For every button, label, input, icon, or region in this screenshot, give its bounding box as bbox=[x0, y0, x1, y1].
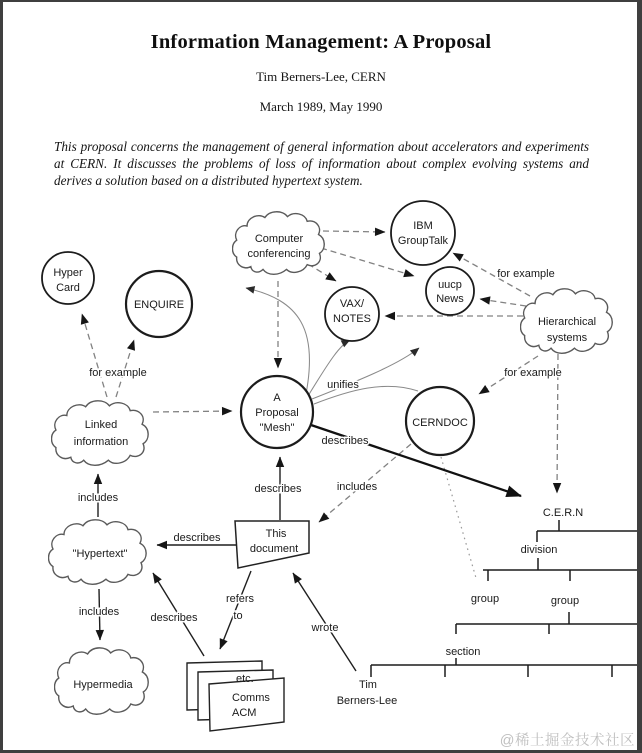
page-title: Information Management: A Proposal bbox=[150, 31, 492, 53]
papers-stack bbox=[187, 661, 284, 731]
circle-label-ibm: IBM bbox=[413, 220, 433, 232]
label-includes-hypermedia: includes bbox=[78, 606, 120, 618]
circle-label-proposal: Proposal bbox=[255, 407, 299, 419]
label-includes-linked: includes bbox=[77, 492, 119, 504]
author-line: Tim Berners-Lee, CERN bbox=[256, 69, 386, 84]
circle-label-notes: NOTES bbox=[333, 313, 371, 325]
edge-conferencing-to-ibm bbox=[323, 231, 385, 232]
tree-label-tim: Tim bbox=[359, 679, 377, 691]
circle-ibm-grouptalk bbox=[391, 201, 455, 265]
circle-label-uucp: uucp bbox=[438, 279, 462, 291]
circle-label-hyper: Hyper bbox=[53, 267, 83, 279]
tree-label-section: section bbox=[445, 646, 481, 658]
cloud-label-hierarchical: Hierarchical bbox=[537, 316, 597, 328]
circle-label-a: A bbox=[273, 392, 281, 404]
label-for-example-right: for example bbox=[504, 367, 562, 379]
papers-label-acm: ACM bbox=[232, 707, 257, 719]
label-describes-doc-mesh: describes bbox=[254, 483, 302, 495]
cloud-label-computer: Computer bbox=[254, 233, 304, 245]
circle-uucp-news bbox=[426, 267, 474, 315]
tree-label-group-left: group bbox=[470, 593, 500, 605]
edge-unifies-mesh-uucpnews bbox=[312, 348, 419, 399]
page-content bbox=[3, 2, 637, 750]
cloud-linked-information bbox=[51, 401, 148, 465]
cloud-label-conferencing: conferencing bbox=[247, 248, 311, 260]
circle-label-mesh: "Mesh" bbox=[259, 422, 295, 434]
watermark: @稀土掘金技术社区 bbox=[499, 733, 635, 749]
abstract-paragraph: This proposal concerns the management of general information about accelerators and experiments at CERN. It discusses the problems of loss of information about complex evolving systems and derives a solution based on a distributed hypertext system. bbox=[54, 139, 589, 188]
circle-label-vax: VAX/ bbox=[339, 298, 365, 310]
cloud-label-hypermedia: Hypermedia bbox=[73, 679, 133, 691]
paper-sheet bbox=[3, 2, 637, 750]
label-to: to bbox=[233, 610, 243, 622]
date-line: March 1989, May 1990 bbox=[259, 99, 383, 114]
cloud-label-systems: systems bbox=[546, 332, 588, 344]
cloud-label-linked: Linked bbox=[84, 419, 118, 431]
label-describes-mesh-cern: describes bbox=[321, 435, 369, 447]
cloud-label-information: information bbox=[73, 436, 129, 448]
circle-label-enquire: ENQUIRE bbox=[133, 299, 185, 311]
edge-linked-to-mesh bbox=[153, 411, 232, 412]
label-unifies: unifies bbox=[327, 379, 359, 391]
label-wrote: wrote bbox=[311, 622, 339, 634]
label-includes-cerndoc-doc: includes bbox=[336, 481, 378, 493]
tree-label-division: division bbox=[520, 544, 558, 556]
proposal-diagram bbox=[3, 2, 637, 750]
label-describes-acm-hypertext: describes bbox=[150, 612, 198, 624]
papers-label-etc: etc. bbox=[236, 673, 254, 685]
circle-label-grouptalk: GroupTalk bbox=[397, 235, 449, 247]
tree-label-berners-lee: Berners-Lee bbox=[336, 695, 398, 707]
document-label-document: document bbox=[249, 543, 299, 555]
edge-hierarchical-to-uucp bbox=[480, 299, 526, 306]
paper-sheet-front bbox=[209, 678, 284, 731]
document-label-this: This bbox=[265, 528, 287, 540]
label-for-example-left: for example bbox=[89, 367, 147, 379]
cloud-label-hypertext: "Hypertext" bbox=[72, 548, 128, 560]
org-tree bbox=[337, 507, 637, 707]
label-describes-doc-hypertext: describes bbox=[173, 532, 221, 544]
edge-linked-to-hypercard bbox=[82, 314, 107, 397]
circle-label-card: Card bbox=[56, 282, 80, 294]
tree-label-cern: C.E.R.N bbox=[542, 507, 584, 519]
circle-label-news: News bbox=[436, 293, 464, 305]
label-refers: refers bbox=[225, 593, 255, 605]
tree-label-group-right: group bbox=[550, 595, 580, 607]
circle-label-cerndoc: CERNDOC bbox=[412, 417, 468, 429]
papers-label-comms: Comms bbox=[232, 692, 270, 704]
label-for-example-top: for example bbox=[497, 268, 555, 280]
document-box bbox=[235, 521, 309, 568]
